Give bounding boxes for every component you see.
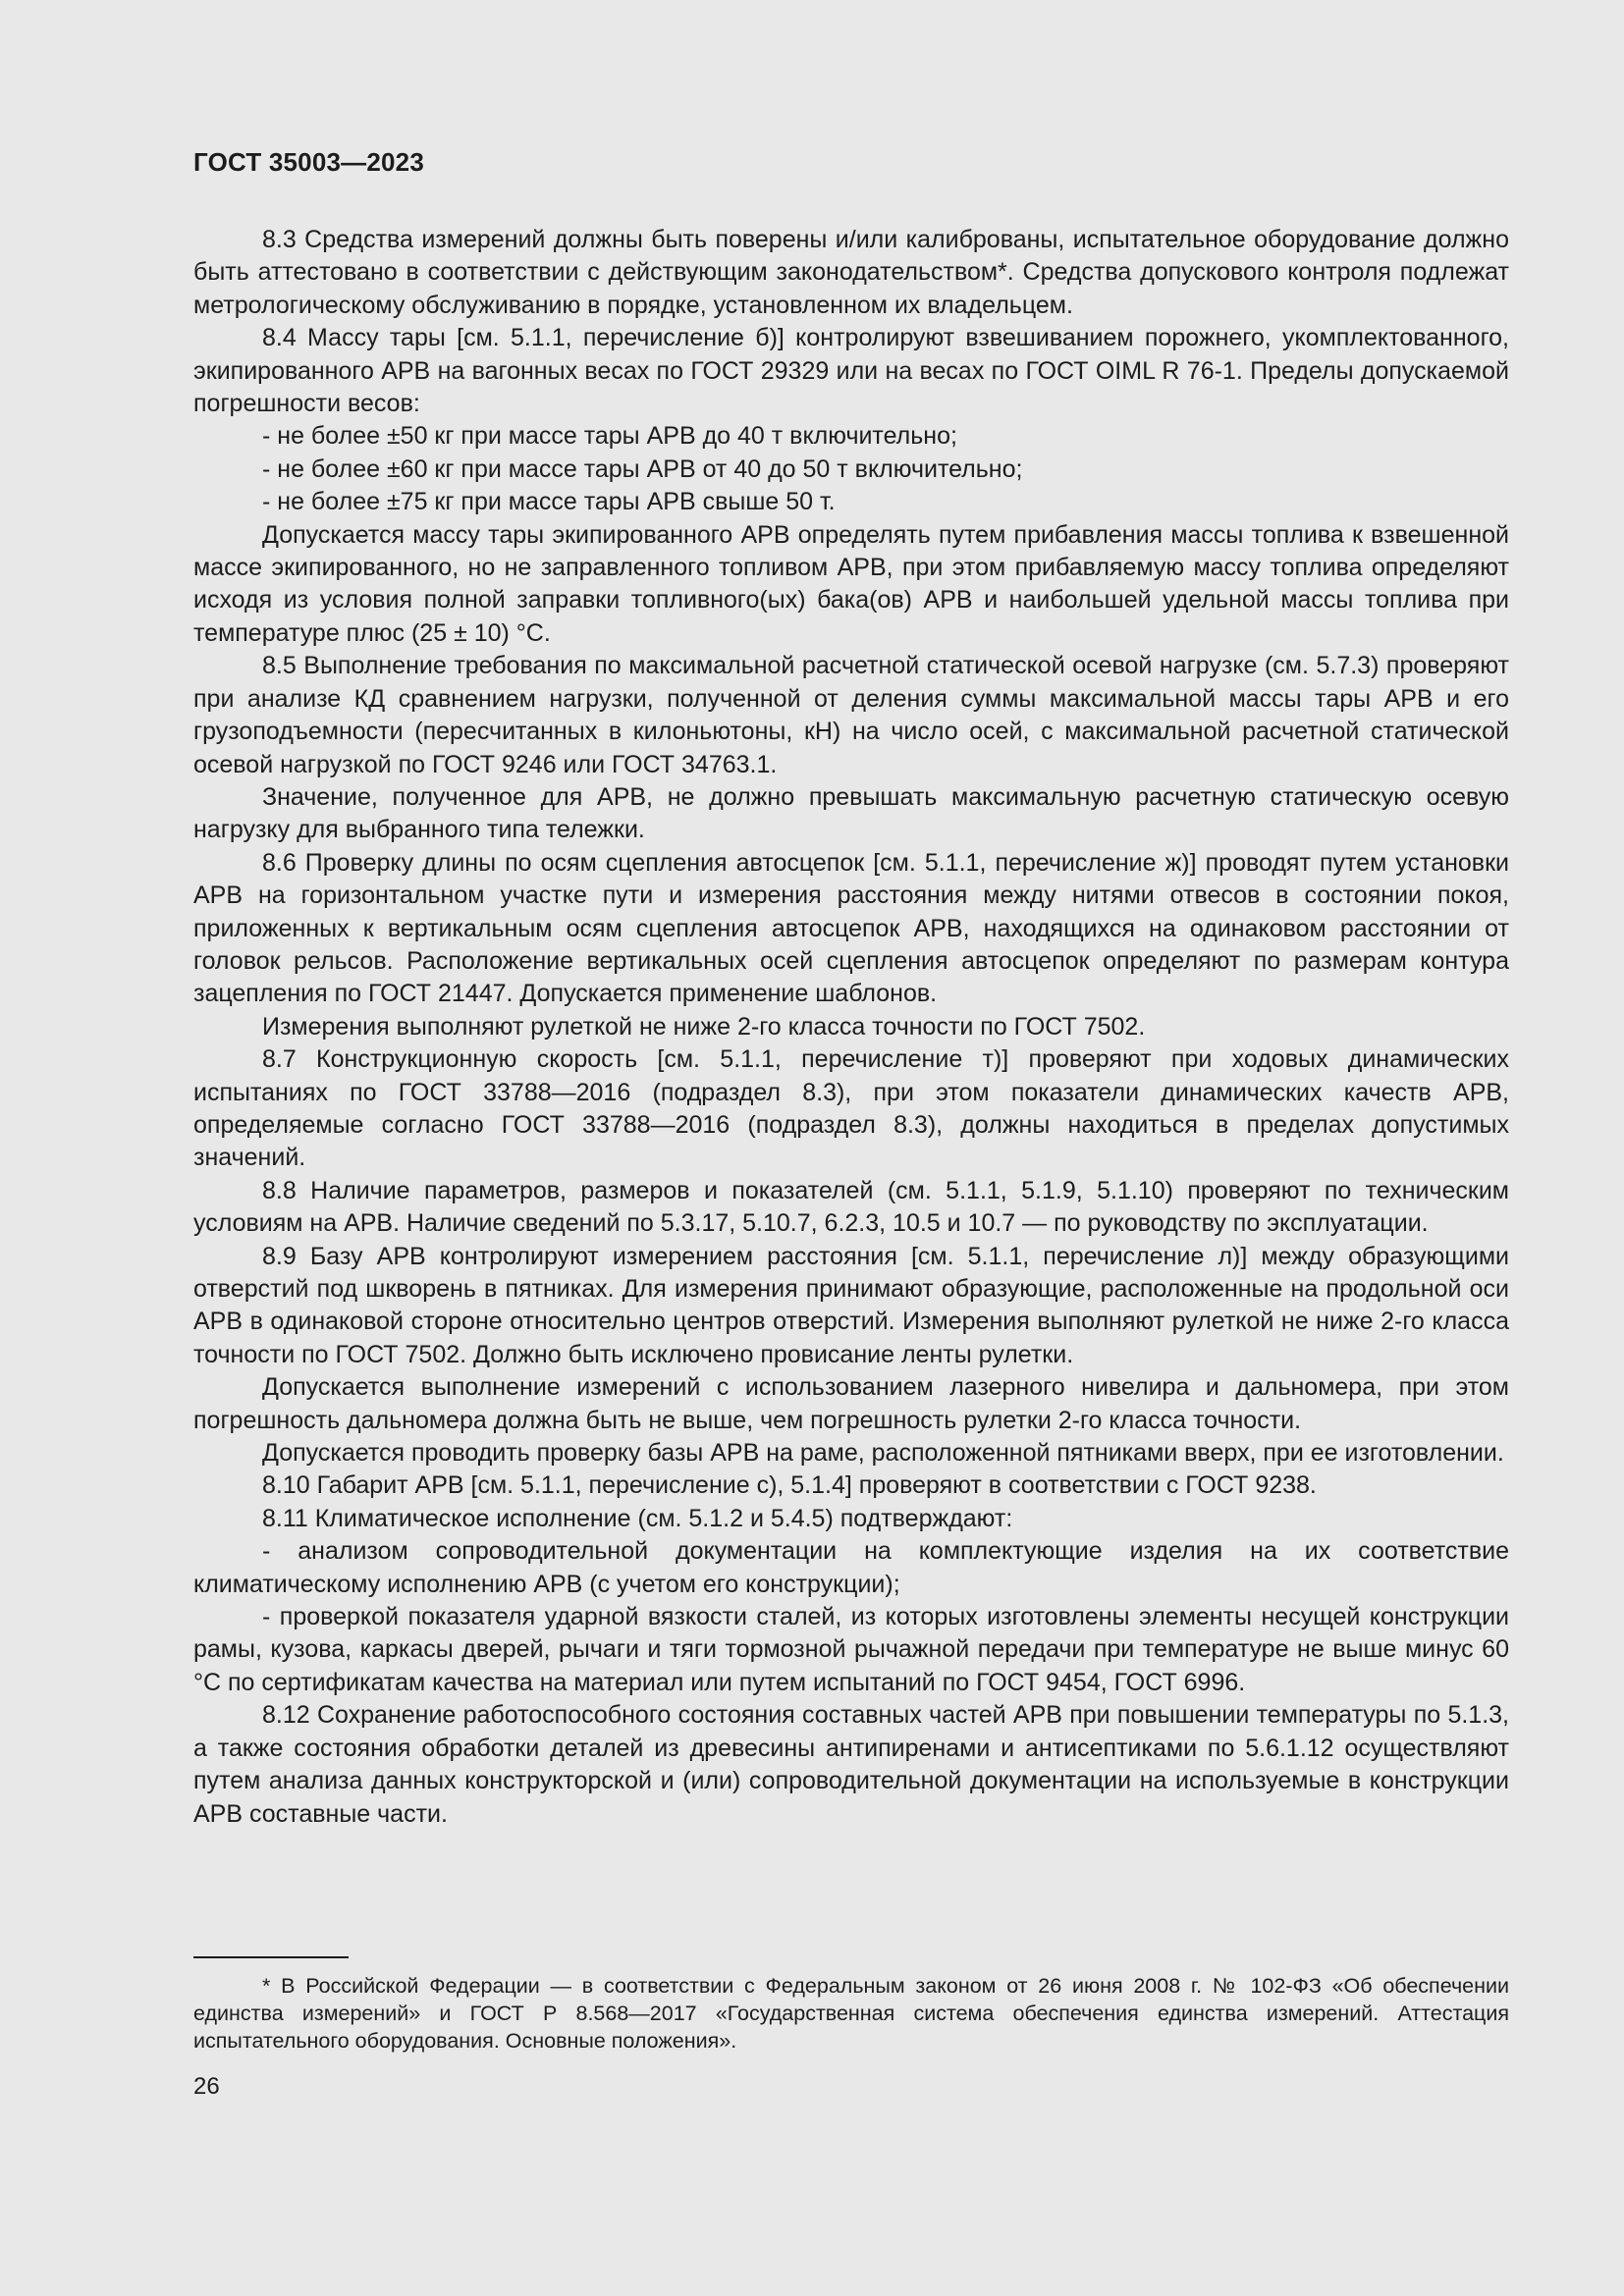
- paragraph-8-12: 8.12 Сохранение работоспособного состояния составных частей АРВ при повышении температуры по 5.1.3, а также состояния обработки деталей из древесины антипиренами и антисептиками по 5.6.1.12 осуществляют путем анализа данных конструкторской и (или) сопроводительной документации на используемые в конструкции АРВ составные части.: [193, 1701, 1509, 1828]
- paragraph-8-10: 8.10 Габарит АРВ [см. 5.1.1, перечисление с), 5.1.4] проверяют в соответствии с ГОСТ 9238.: [262, 1471, 1317, 1500]
- page-header: ГОСТ 35003—2023: [193, 147, 424, 177]
- paragraph: Допускается выполнение измерений с использованием лазерного нивелира и дальномера, при этом погрешность дальномера должна быть не выше, чем погрешность рулетки 2-го класса точности.: [193, 1373, 1509, 1434]
- list-item: - не более ±75 кг при массе тары АРВ свыше 50 т.: [262, 488, 836, 516]
- paragraph: Значение, полученное для АРВ, не должно превышать максимальную расчетную статическую осевую нагрузку для выбранного типа тележки.: [193, 782, 1509, 844]
- paragraph-8-8: 8.8 Наличие параметров, размеров и показателей (см. 5.1.1, 5.1.9, 5.1.10) проверяют по техническим условиям на АРВ. Наличие сведений по 5.3.17, 5.10.7, 6.2.3, 10.5 и 10.7 — по руководству по эксплуатации.: [193, 1176, 1509, 1238]
- paragraph-8-3: 8.3 Средства измерений должны быть поверены и/или калиброваны, испытательное оборудование должно быть аттестовано в соответствии с действующим законодательством*. Средства допускового контроля подлежат метрологическому обслуживанию в порядке, установленном их владельцем.: [193, 226, 1509, 319]
- paragraph-8-5: 8.5 Выполнение требования по максимальной расчетной статической осевой нагрузке (см. 5.7.3) проверяют при анализе КД сравнением нагрузки, полученной от деления суммы максимальной массы тары АРВ и его грузоподъемности (пересчитанных в килоньютоны, кН) на число осей, с максимальной расчетной статической осевой нагрузкой по ГОСТ 9246 или ГОСТ 34763.1.: [193, 652, 1509, 778]
- paragraph-8-4: 8.4 Массу тары [см. 5.1.1, перечисление б)] контролируют взвешиванием порожнего, укомплектованного, экипированного АРВ на вагонных весах по ГОСТ 29329 или на весах по ГОСТ OIML R 76-1. Пределы допускаемой погрешности весов:: [193, 324, 1509, 418]
- paragraph: Измерения выполняют рулеткой не ниже 2-го класса точности по ГОСТ 7502.: [262, 1012, 1146, 1041]
- body-text: [193, 224, 1509, 1831]
- footnote-divider: [193, 1956, 349, 1958]
- paragraph-8-11: 8.11 Климатическое исполнение (см. 5.1.2 и 5.4.5) подтверждают:: [262, 1504, 1013, 1532]
- paragraph: Допускается массу тары экипированного АРВ определять путем прибавления массы топлива к взвешенной массе экипированного, но не заправленного топливом АРВ, при этом прибавляемую массу топлива определяют исходя из условия полной заправки топливного(ых) бака(ов) АРВ и наибольшей удельной массы топлива при температуре плюс (25 ± 10) °С.: [193, 520, 1509, 647]
- list-item: - анализом сопроводительной документации на комплектующие изделия на их соответствие климатическому исполнению АРВ (с учетом его конструкции);: [193, 1537, 1509, 1598]
- list-item: - не более ±60 кг при массе тары АРВ от 40 до 50 т включительно;: [262, 454, 1023, 483]
- footnote: * В Российской Федерации — в соответствии с Федеральным законом от 26 июня 2008 г. № 102-ФЗ «Об обеспечении единства измерений» и ГОСТ Р 8.568—2017 «Государственная система обеспечения единства измерений. Аттестация испытательного оборудования. Основные положения».: [193, 1974, 1509, 2053]
- paragraph-8-6: 8.6 Проверку длины по осям сцепления автосцепок [см. 5.1.1, перечисление ж)] проводят путем установки АРВ на горизонтальном участке пути и измерения расстояния между нитями отвесов в состоянии покоя, приложенных к вертикальным осям сцепления автосцепок АРВ, находящихся на одинаковом расстоянии от головок рельсов. Расположение вертикальных осей сцепления автосцепок определяют по размерам контура зацепления по ГОСТ 21447. Допускается применение шаблонов.: [193, 848, 1509, 1008]
- page-number: 26: [193, 2073, 220, 2100]
- paragraph-8-9: 8.9 Базу АРВ контролируют измерением расстояния [см. 5.1.1, перечисление л)] между образующими отверстий под шкворень в пятниках. Для измерения принимают образующие, расположенные на продольной оси АРВ в одинаковой стороне относительно центров отверстий. Измерения выполняют рулеткой не ниже 2-го класса точности по ГОСТ 7502. Должно быть исключено провисание ленты рулетки.: [193, 1242, 1509, 1368]
- list-item: - проверкой показателя ударной вязкости сталей, из которых изготовлены элементы несущей конструкции рамы, кузова, каркасы дверей, рычаги и тяги тормозной рычажной передачи при температуре не выше минус 60 °С по сертификатам качества на материал или путем испытаний по ГОСТ 9454, ГОСТ 6996.: [193, 1603, 1509, 1696]
- paragraph-8-7: 8.7 Конструкционную скорость [см. 5.1.1, перечисление т)] проверяют при ходовых динамических испытаниях по ГОСТ 33788—2016 (подраздел 8.3), при этом показатели динамических качеств АРВ, определяемые согласно ГОСТ 33788—2016 (подраздел 8.3), должны находиться в пределах допустимых значений.: [193, 1045, 1509, 1172]
- paragraph: Допускается проводить проверку базы АРВ на раме, расположенной пятниками вверх, при ее изготовлении.: [262, 1439, 1504, 1468]
- list-item: - не более ±50 кг при массе тары АРВ до 40 т включительно;: [262, 422, 957, 451]
